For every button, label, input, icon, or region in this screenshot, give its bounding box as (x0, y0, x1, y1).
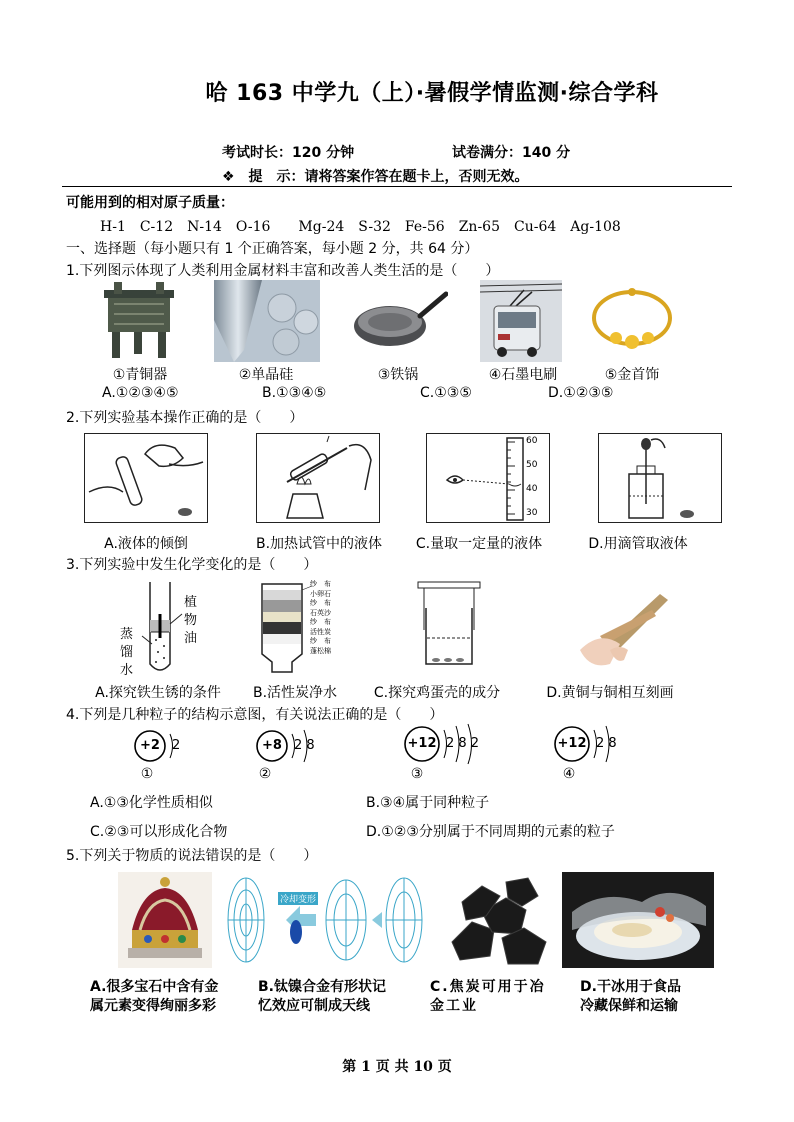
dropper-diagram (598, 433, 722, 523)
q5-option-b[interactable] (258, 978, 386, 1016)
shape-memory-antenna-image (222, 872, 426, 968)
brass-scratch-image (560, 580, 670, 676)
q5-option-c-line-2: 金工业 (430, 998, 478, 1014)
q3-caption-d: D.黄铜与铜相互刻画 (546, 685, 674, 701)
q2-caption-d: D.用滴管取液体 (588, 536, 688, 552)
question-4-stem: 4.下列是几种粒子的结构示意图，有关说法正确的是（ ） (66, 707, 444, 723)
atomic-mass-heading: 可能用到的相对原子质量： (66, 195, 234, 211)
filter-layer-labels (310, 580, 350, 656)
header-divider (62, 186, 732, 187)
particle-diagram-2 (254, 726, 354, 766)
particle-3-shells: 2 8 2 (446, 736, 480, 751)
q5-option-d-line-2: 冷藏保鲜和运输 (580, 998, 678, 1014)
filter-label-4: 石英沙 (310, 608, 331, 617)
q2-caption-a: A.液体的倾倒 (104, 536, 188, 552)
q3-caption-a: A.探究铁生锈的条件 (95, 685, 221, 701)
q2-caption-b: B.加热试管中的液体 (255, 536, 383, 552)
q1-option-d[interactable]: D.①②③⑤ (548, 385, 614, 401)
q1-option-c[interactable]: C.①③⑤ (420, 385, 472, 401)
filter-label-6: 活性炭 (310, 627, 331, 636)
q5-option-c[interactable] (430, 978, 546, 1016)
q1-caption-1: ①青铜器 (112, 367, 168, 383)
gold-bracelet-image (588, 282, 676, 362)
filter-label-8: 蓬松棉 (310, 646, 331, 655)
bronze-vessel-image (96, 280, 182, 362)
particle-2-nucleus: +8 (262, 738, 282, 753)
particle-3-label: ③ (410, 766, 424, 782)
q5-option-a[interactable] (90, 978, 218, 1016)
q3-caption-c: C.探究鸡蛋壳的成分 (373, 685, 501, 701)
heating-test-tube-diagram (256, 433, 380, 523)
q4-option-b[interactable]: B.③④属于同种粒子 (366, 795, 490, 811)
page-title: 哈 163 中学九（上）·暑假学情监测·综合学科 (205, 81, 659, 106)
particle-diagram-4 (552, 722, 652, 766)
label-vegetable-oil: 植物油 (184, 595, 198, 646)
q1-caption-2: ②单晶硅 (238, 367, 294, 383)
gem-crown-image (118, 872, 212, 968)
filter-label-1: 纱 布 (310, 580, 331, 588)
filter-label-2: 小卵石 (310, 589, 331, 598)
particle-4-shells: 2 8 (596, 736, 617, 751)
cooling-deform-label: 冷却变形 (278, 892, 318, 905)
question-5-stem: 5.下列关于物质的说法错误的是（ ） (66, 848, 318, 864)
q5-option-d[interactable] (580, 978, 681, 1016)
particle-diagram-1 (132, 726, 222, 766)
exam-tip: ❖ 提 示：请将答案作答在题卡上，否则无效。 (222, 169, 529, 185)
q2-caption-c: C.量取一定量的液体 (415, 536, 543, 552)
page-number: 第 1 页 共 10 页 (342, 1059, 452, 1075)
silicon-crystal-image (214, 280, 320, 362)
cylinder-tick-60: 60 (526, 436, 538, 446)
particle-1-label: ① (140, 766, 154, 782)
q1-caption-3: ③铁锅 (377, 367, 419, 383)
particle-1-nucleus: +2 (140, 738, 160, 753)
particle-diagram-3 (402, 722, 512, 766)
q4-option-d[interactable]: D.①②③分别属于不同周期的元素的粒子 (366, 824, 615, 840)
eggshell-experiment (396, 578, 500, 678)
q3-caption-b: B.活性炭净水 (252, 685, 338, 701)
exam-duration: 考试时长：120 分钟 (222, 145, 355, 161)
q5-option-c-line-1: C.焦炭可用于冶 (430, 979, 546, 995)
exam-full-score: 试卷满分：140 分 (452, 145, 571, 161)
cylinder-tick-50: 50 (526, 460, 538, 470)
cylinder-tick-30: 30 (526, 508, 538, 518)
dry-ice-food-image (562, 872, 714, 968)
coke-image (442, 872, 552, 968)
question-2-stem: 2.下列实验基本操作正确的是（ ） (66, 410, 304, 426)
filter-label-7: 纱 布 (310, 637, 331, 645)
q1-caption-5: ⑤金首饰 (604, 367, 660, 383)
graduated-cylinder-diagram (426, 433, 550, 523)
particle-2-label: ② (258, 766, 272, 782)
pouring-liquid-diagram (84, 433, 208, 523)
particle-3-nucleus: +12 (407, 736, 437, 751)
q5-option-b-line-2: 忆效应可制成天线 (258, 998, 370, 1014)
q5-option-a-line-2: 属元素变得绚丽多彩 (90, 998, 216, 1014)
q4-option-c[interactable]: C.②③可以形成化合物 (90, 824, 228, 840)
particle-4-nucleus: +12 (557, 736, 587, 751)
label-distilled-water: 蒸馏水 (120, 627, 134, 678)
filter-label-5: 纱 布 (310, 618, 331, 626)
question-1-stem: 1.下列图示体现了人类利用金属材料丰富和改善人类生活的是（ ） (66, 263, 500, 279)
q5-option-b-line-1: B.钛镍合金有形状记 (258, 979, 386, 995)
q1-option-a[interactable]: A.①②③④⑤ (102, 385, 179, 401)
particle-4-label: ④ (562, 766, 576, 782)
question-3-stem: 3.下列实验中发生化学变化的是（ ） (66, 557, 318, 573)
iron-pan-image (352, 286, 448, 362)
q1-caption-4: ④石墨电刷 (488, 367, 558, 383)
atomic-mass-values: H-1 C-12 N-14 O-16 Mg-24 S-32 Fe-56 Zn-65 Cu-64 Ag-108 (100, 219, 621, 235)
q1-option-b[interactable]: B.①③④⑤ (262, 385, 327, 401)
q4-option-a[interactable]: A.①③化学性质相似 (90, 795, 213, 811)
q5-option-a-line-1: A.很多宝石中含有金 (90, 979, 219, 995)
trolleybus-image (480, 280, 562, 362)
cylinder-tick-40: 40 (526, 484, 538, 494)
q5-option-d-line-1: D.干冰用于食品 (580, 979, 681, 995)
filter-label-3: 纱 布 (310, 599, 331, 607)
section-1-heading: 一、选择题（每小题只有 1 个正确答案，每小题 2 分，共 64 分） (66, 241, 479, 257)
particle-2-shells: 2 8 (294, 738, 315, 753)
particle-1-shells: 2 (172, 738, 181, 753)
